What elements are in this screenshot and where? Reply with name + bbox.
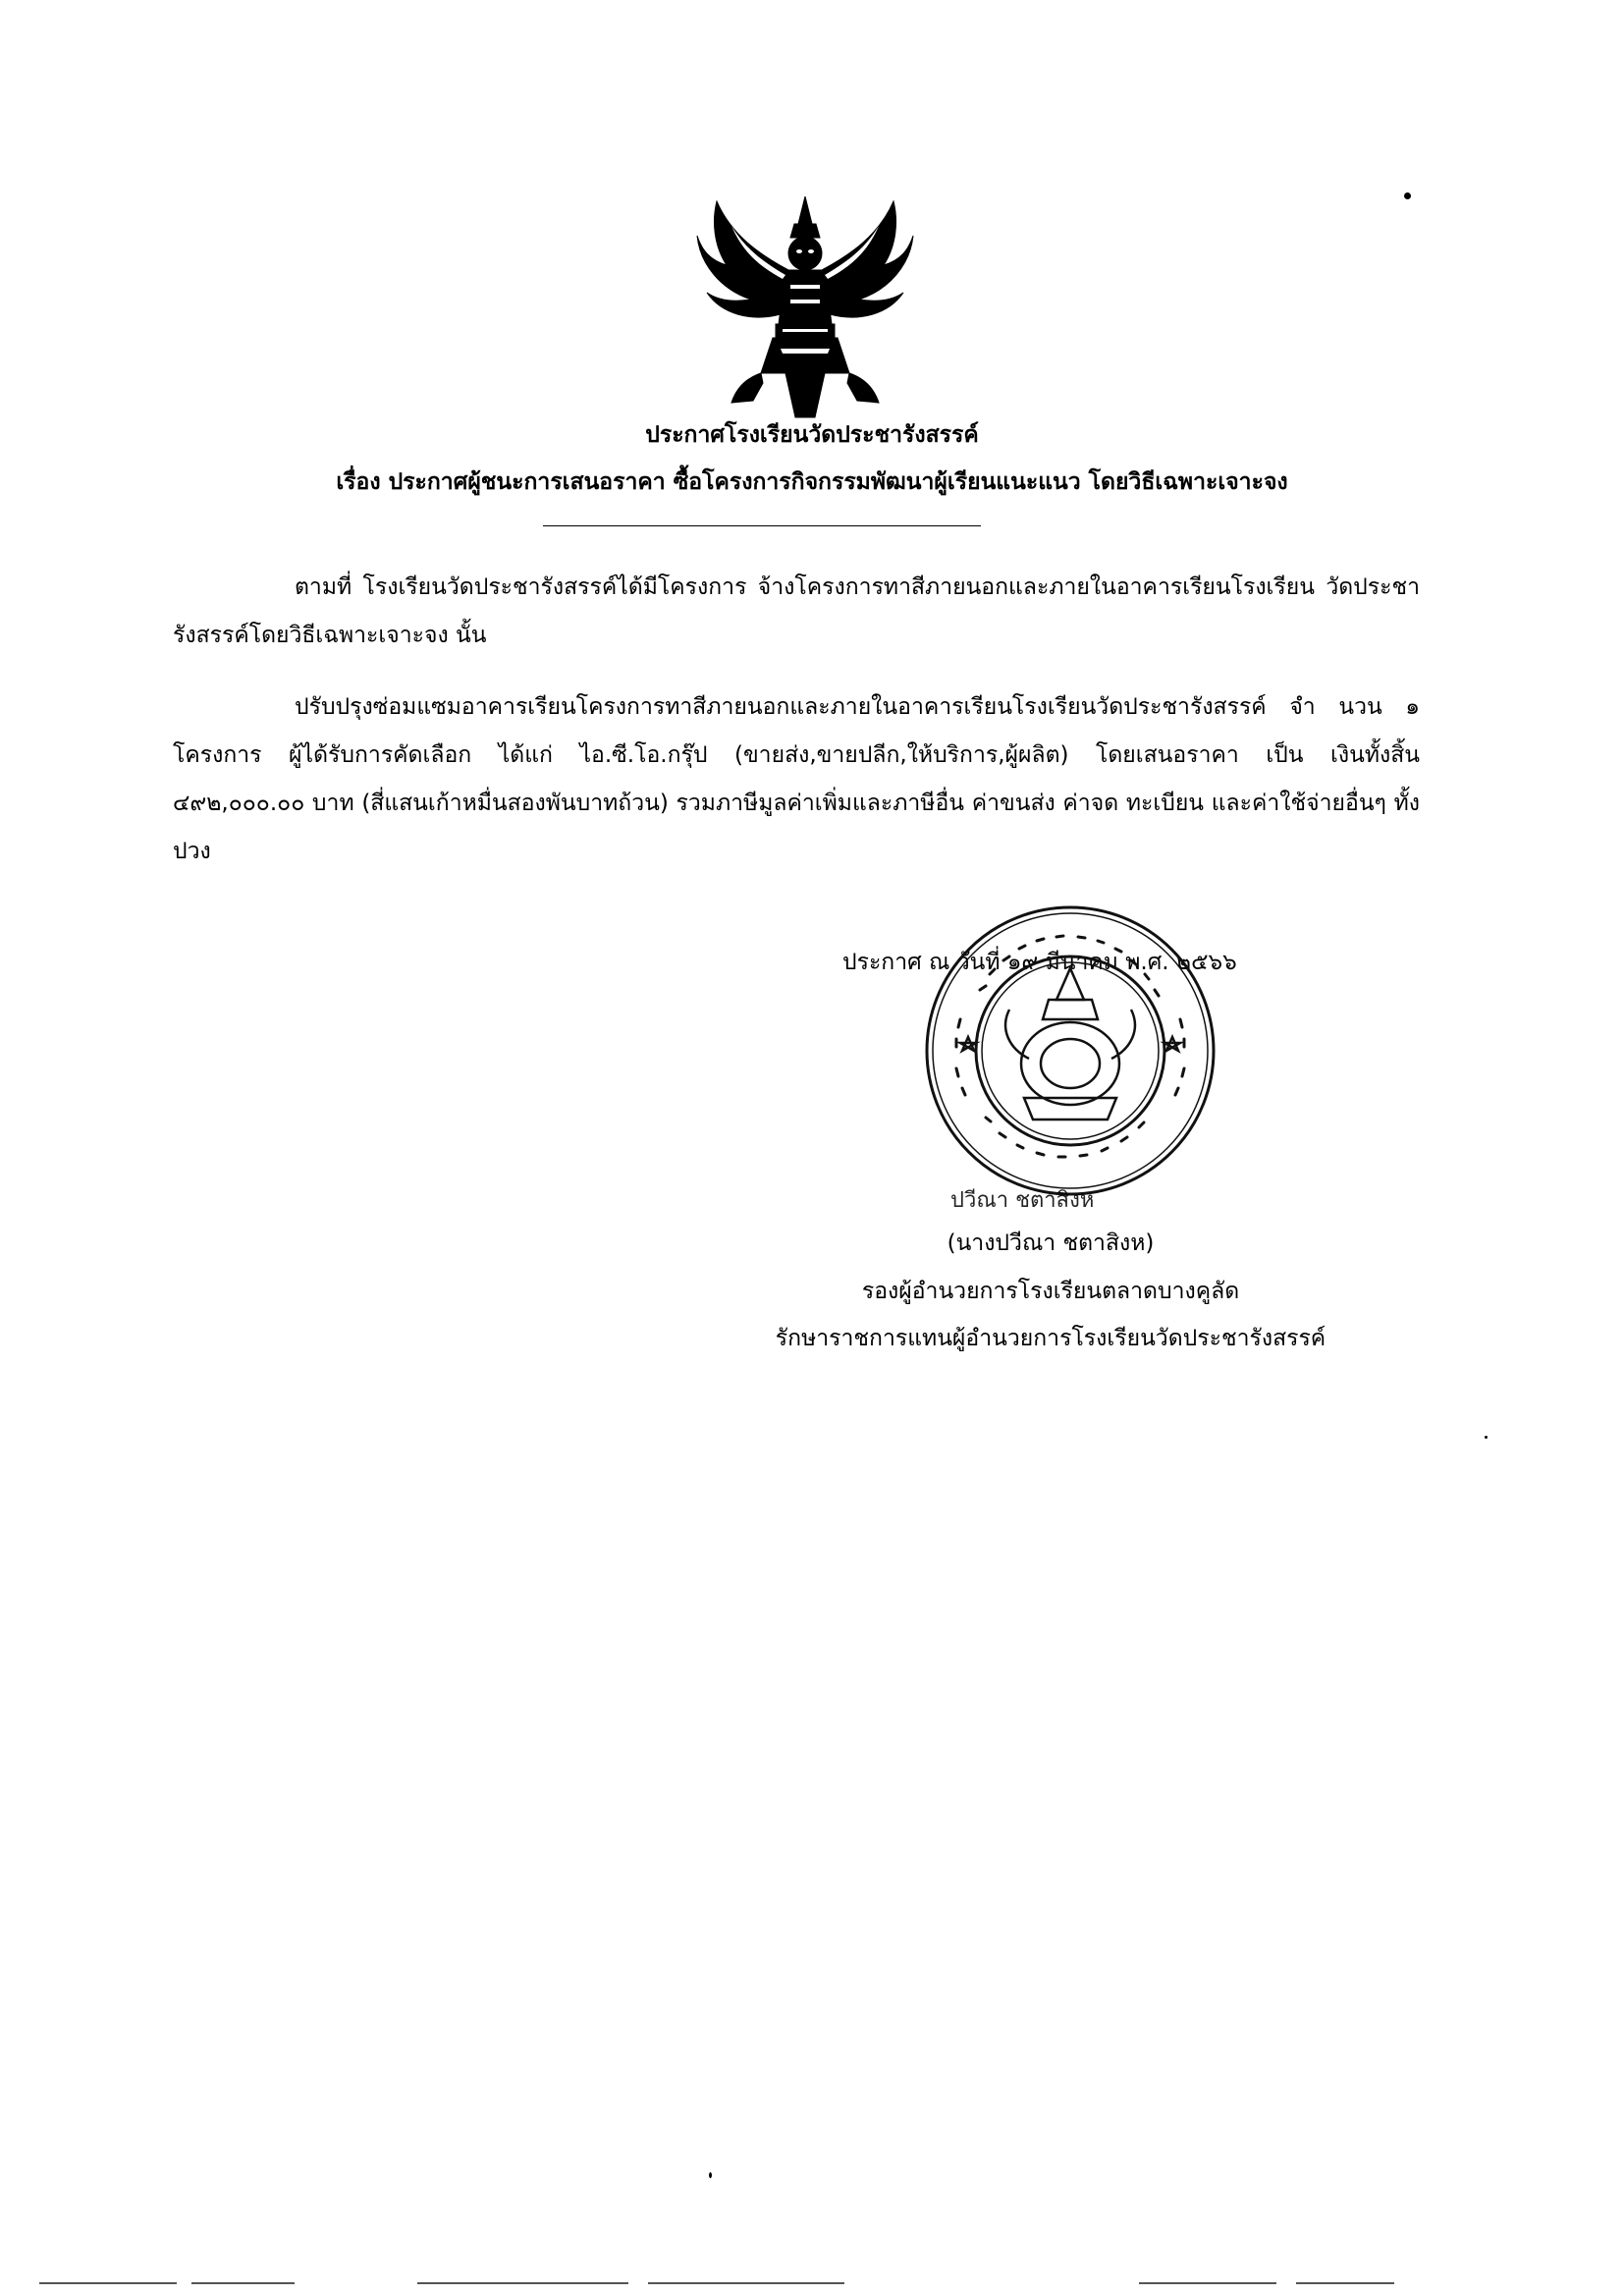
document-title: ประกาศโรงเรียนวัดประชารังสรรค์ bbox=[645, 422, 979, 448]
garuda-emblem-icon bbox=[692, 177, 918, 422]
paragraph-2 bbox=[173, 683, 1420, 876]
school-seal-stamp-icon bbox=[921, 902, 1219, 1200]
scan-speck bbox=[1485, 1436, 1488, 1439]
scan-speck bbox=[1404, 192, 1411, 199]
announcement-date: ประกาศ ณ วันที่ ๑๙ มีนาคม พ.ศ. ๒๕๖๖ bbox=[842, 950, 1237, 975]
scan-speck bbox=[709, 2172, 712, 2178]
handwritten-signature: ปวีณา ชตาสิงห bbox=[950, 1188, 1095, 1213]
paragraph-1-text: ตามที่ โรงเรียนวัดประชารังสรรค์ได้มีโครงการ จ้างโครงการทาสีภายนอกและภายในอาคารเรียนโรงเรียน วัดประชารังสรรค์โดยวิธีเฉพาะเจาะจง นั้น bbox=[173, 574, 1420, 648]
paragraph-1 bbox=[173, 564, 1420, 660]
signatory-acting-position: รักษาราชการแทนผู้อำนวยการโรงเรียนวัดประชารังสรรค์ bbox=[775, 1326, 1326, 1351]
signatory-position: รองผู้อำนวยการโรงเรียนตลาดบางคูลัด bbox=[861, 1279, 1240, 1304]
title-divider bbox=[543, 525, 981, 526]
document-subject: เรื่อง ประกาศผู้ชนะการเสนอราคา ซื้อโครงการกิจกรรมพัฒนาผู้เรียนแนะแนว โดยวิธีเฉพาะเจาะจง bbox=[336, 469, 1288, 495]
scan-edge-marks bbox=[0, 2280, 1624, 2286]
signatory-name: (นางปวีณา ชตาสิงห) bbox=[947, 1230, 1155, 1256]
paragraph-2-text: ปรับปรุงซ่อมแซมอาคารเรียนโครงการทาสีภายนอกและภายในอาคารเรียนโรงเรียนวัดประชารังสรรค์ จำ นวน ๑ โครงการ ผู้ได้รับการคัดเลือก ได้แก่ ไอ.ซี.โอ.กรุ๊ป (ขายส่ง,ขายปลีก,ให้บริการ,ผู้ผลิต) โดยเสนอราคา เป็น เงินทั้งสิ้น ๔๙๒,๐๐๐.๐๐ บาท (สี่แสนเก้าหมื่นสองพันบาทถ้วน) รวมภาษีมูลค่าเพิ่มและภาษีอื่น ค่าขนส่ง ค่าจด ทะเบียน และค่าใช้จ่ายอื่นๆ ทั้งปวง bbox=[173, 694, 1420, 864]
